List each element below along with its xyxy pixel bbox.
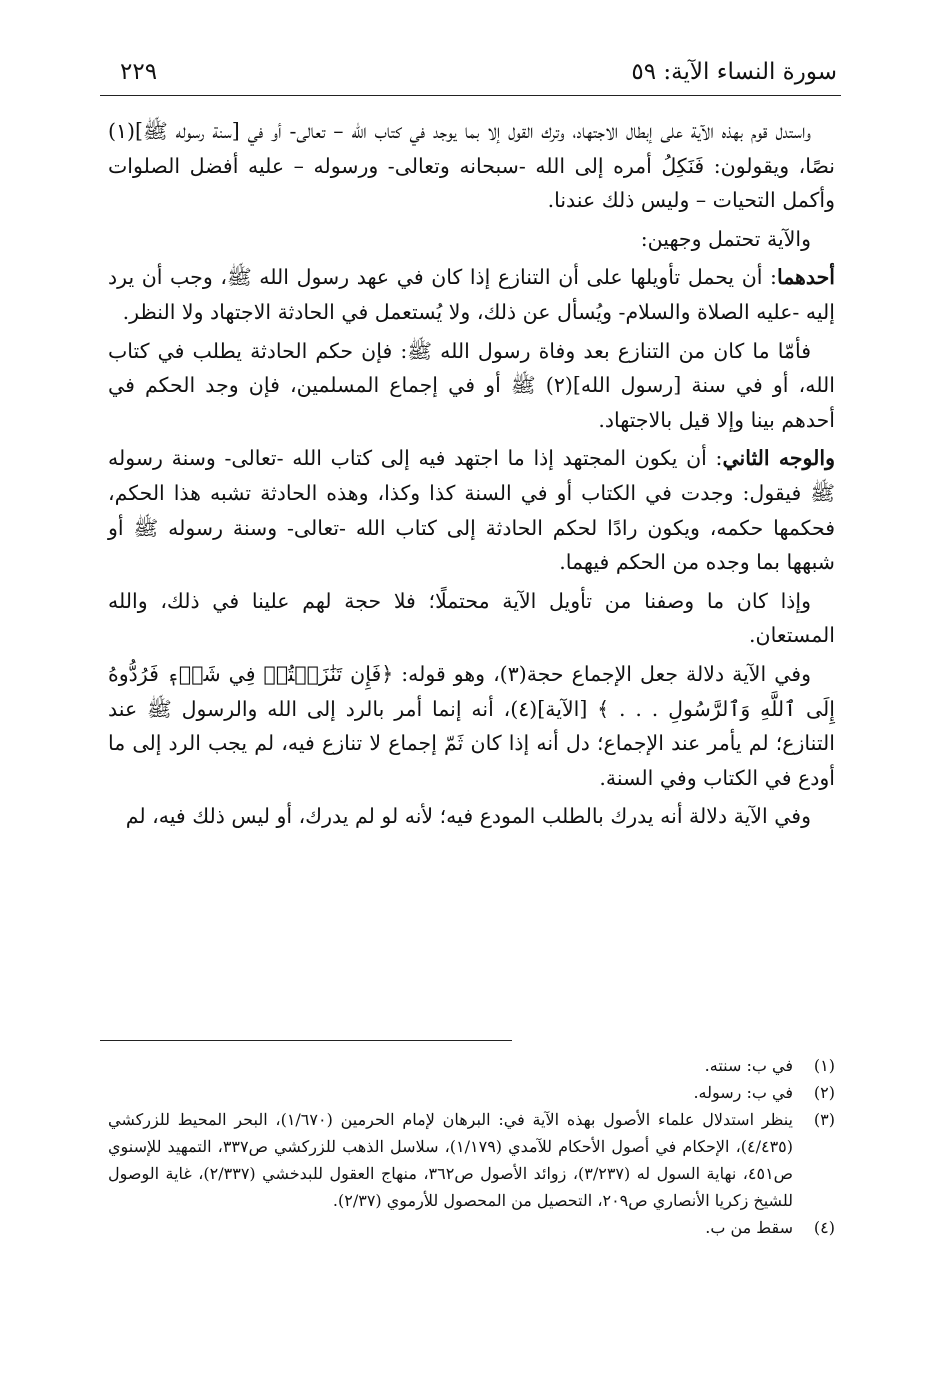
footnote bbox=[108, 1214, 835, 1241]
paragraph bbox=[108, 441, 835, 579]
footnote-divider bbox=[100, 1040, 512, 1041]
paragraph bbox=[108, 260, 835, 329]
footnotes bbox=[108, 1052, 835, 1241]
paragraph: فأمّا ما كان من التنازع بعد وفاة رسول الله ﷺ: فإن حكم الحادثة يطلب في كتاب الله، أو في سنة [رسول الله](٢) ﷺ أو في إجماع المسلمين، فإن وجد الحكم في أحدهم بينا وإلا قيل بالاجتهاد. bbox=[108, 338, 835, 432]
footnote-number: (٣) bbox=[813, 1110, 835, 1129]
header-divider bbox=[100, 95, 841, 96]
paragraph-text: : أن يحمل تأويلها على أن التنازع إذا كان في عهد رسول الله ﷺ، وجب أن يرد إليه -عليه الصلاة والسلام- ويُسأل عن ذلك، ولا يُستعمل في الحادثة الاجتهاد ولا النظر. bbox=[108, 265, 835, 324]
footnote-number: (٤) bbox=[813, 1218, 835, 1237]
footnote bbox=[108, 1106, 835, 1214]
footnote-number: (٢) bbox=[813, 1083, 835, 1102]
paragraph: وفي الآية دلالة أنه يدرك بالطلب المودع فيه؛ لأنه لو لم يدرك، أو ليس ذلك فيه، لم bbox=[125, 804, 811, 829]
paragraph: وإذا كان ما وصفنا من تأويل الآية محتملًا؛ فلا حجة لهم علينا في ذلك، والله المستعان. bbox=[108, 588, 835, 648]
paragraph: واستدل قوم بهذه الآية على إبطال الاجتهاد، وترك القول إلا بما يوجد في كتاب الله – تعالى- أو في [سنة رسوله ﷺ](١) نصًا، ويقولون: فَنَكِلُ أمره إلى الله -سبحانه وتعالى- ورسوله – عليه أفضل الصلوات وأكمل التحيات – وليس ذلك عندنا. bbox=[108, 119, 835, 213]
footnote bbox=[108, 1052, 835, 1079]
footnote-text: في ب: سنته. bbox=[704, 1056, 793, 1075]
page-header bbox=[106, 55, 837, 95]
footnote bbox=[108, 1079, 835, 1106]
running-title: سورة النساء الآية: ٥٩ bbox=[631, 59, 837, 85]
paragraph-text: : أن يكون المجتهد إذا ما اجتهد فيه إلى كتاب الله -تعالى- وسنة رسوله ﷺ فيقول: وجدت في الكتاب أو في السنة كذا وكذا، وهذه الحادثة تشبه هذا الحكم، فحكمها حكمه، ويكون رادًا لحكم الحادثة إلى كتاب الله -تعالى- وسنة رسوله ﷺ أو شبهها بما وجده من الحكم فيهما. bbox=[108, 446, 835, 575]
footnote-text: ينظر استدلال علماء الأصول بهذه الآية في: البرهان لإمام الحرمين (١/٦٧٠)، البحر المحيط للزركشي (٤/٤٣٥)، الإحكام في أصول الأحكام للآمدي (١/١٧٩)، سلاسل الذهب للزركشي ص٣٣٧، التمهيد للإسنوي ص٤٥١، نهاية السول له (٣/٢٣٧)، زوائد الأصول ص٣٦٢، منهاج العقول للبدخشي (٢/٣٣٧)، غاية الوصول للشيخ زكريا الأنصاري ص٢٠٩، التحصيل من المحصول للأرموي (٢/٣٧). bbox=[108, 1110, 794, 1210]
page-number: ٢٢٩ bbox=[120, 59, 158, 85]
footnote-text: في ب: رسوله. bbox=[693, 1083, 793, 1102]
footnote-text: سقط من ب. bbox=[705, 1218, 793, 1237]
paragraph: والآية تحتمل وجهين: bbox=[640, 226, 811, 251]
paragraph-lead: أحدهما bbox=[776, 265, 835, 290]
main-text bbox=[108, 114, 835, 838]
footnote-number: (١) bbox=[813, 1056, 835, 1075]
paragraph-lead: والوجه الثاني bbox=[722, 446, 835, 471]
paragraph: وفي الآية دلالة جعل الإجماع حجة(٣)، وهو قوله: ﴿فَإِن تَنَٰزَعۡتُمۡ فِي شَيۡءٖ فَرُدُّوهُ إِلَى ٱللَّهِ وَٱلرَّسُولِ . . . ﴾ [الآية](٤)، أنه إنما أمر بالرد إلى الله والرسول ﷺ عند التنازع؛ لم يأمر عند الإجماع؛ دل أنه إذا كان ثَمّ إجماع لا تنازع فيه، لم يجب الرد إلى ما أودع في الكتاب وفي السنة. bbox=[108, 661, 835, 790]
